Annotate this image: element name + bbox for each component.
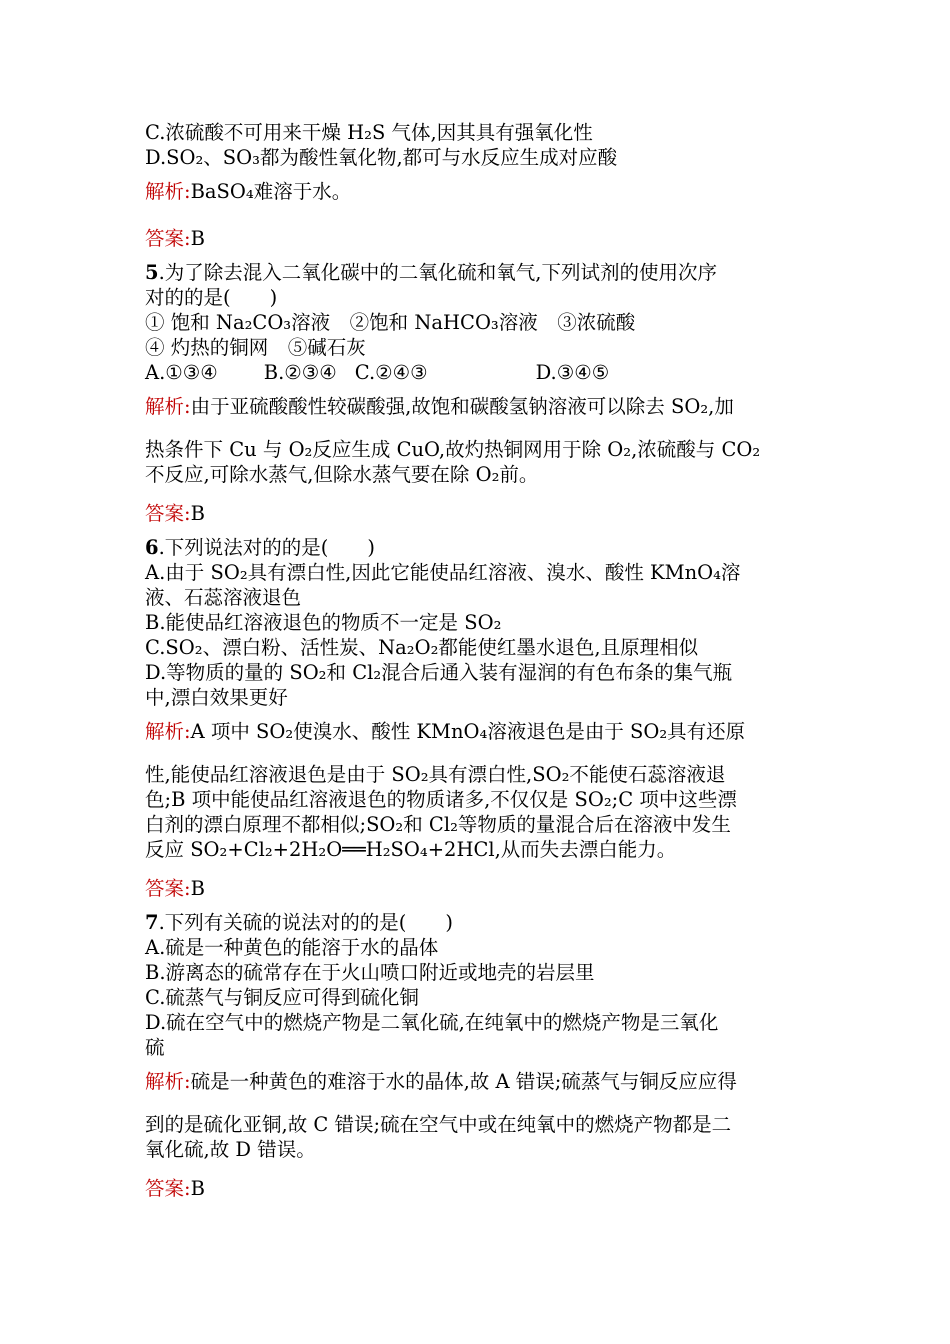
question-stem: .下列说法对的的是( ) <box>158 536 375 559</box>
q4-answer <box>145 226 810 251</box>
q4-option-c: C.浓硫酸不可用来干燥 H₂S 气体,因其具有强氧化性 <box>145 121 593 144</box>
q7-explanation-3: 氧化硫,故 D 错误。 <box>145 1138 316 1161</box>
explanation-text: BaSO₄难溶于水。 <box>190 180 352 203</box>
q5-stem <box>145 260 810 285</box>
q7-explanation-1 <box>145 1069 810 1094</box>
answer-value: B <box>190 877 205 900</box>
q7-option-d-cont: 硫 <box>145 1036 165 1059</box>
q6-option-d: D.等物质的量的 SO₂和 Cl₂混合后通入装有湿润的有色布条的集气瓶 <box>145 661 733 684</box>
answer-label: 答案: <box>145 227 191 250</box>
option-c: C.②④③ <box>354 361 428 384</box>
q6-stem <box>145 535 810 560</box>
option-a: A.①③④ <box>145 361 218 384</box>
q6-option-c: C.SO₂、漂白粉、活性炭、Na₂O₂都能使红墨水退色,且原理相似 <box>145 636 699 659</box>
answer-value: B <box>190 1177 205 1200</box>
q5-answer <box>145 501 810 526</box>
q6-explanation-2: 性,能使品红溶液退色是由于 SO₂具有漂白性,SO₂不能使石蕊溶液退 <box>145 763 726 786</box>
explanation-label: 解析: <box>145 1070 191 1093</box>
q7-option-b: B.游离态的硫常存在于火山喷口附近或地壳的岩层里 <box>145 961 595 984</box>
explanation-label: 解析: <box>145 395 191 418</box>
explanation-text: 由于亚硫酸酸性较碳酸强,故饱和碳酸氢钠溶液可以除去 SO₂,加 <box>190 395 734 418</box>
q5-options <box>145 360 810 385</box>
q5-reagents-1: ① 饱和 Na₂CO₃溶液 ②饱和 NaHCO₃溶液 ③浓硫酸 <box>145 311 636 334</box>
question-number: 5 <box>145 261 159 284</box>
q7-answer <box>145 1176 810 1201</box>
q7-explanation-2: 到的是硫化亚铜,故 C 错误;硫在空气中或在纯氧中的燃烧产物都是二 <box>145 1113 732 1136</box>
q5-explanation-1 <box>145 394 810 419</box>
q5-stem-cont: 对的的是( ) <box>145 286 278 309</box>
option-b: B.②③④ <box>263 361 337 384</box>
q7-stem <box>145 910 810 935</box>
answer-label: 答案: <box>145 1177 191 1200</box>
question-number: 6 <box>145 536 159 559</box>
answer-value: B <box>190 227 205 250</box>
q4-option-d: D.SO₂、SO₃都为酸性氧化物,都可与水反应生成对应酸 <box>145 146 618 169</box>
q6-explanation-5: 反应 SO₂+Cl₂+2H₂O══H₂SO₄+2HCl,从而失去漂白能力。 <box>145 838 677 861</box>
explanation-text: 硫是一种黄色的难溶于水的晶体,故 A 错误;硫蒸气与铜反应应得 <box>190 1070 737 1093</box>
document-page <box>145 120 810 1201</box>
q6-explanation-1 <box>145 719 810 744</box>
answer-label: 答案: <box>145 877 191 900</box>
q6-option-b: B.能使品红溶液退色的物质不一定是 SO₂ <box>145 611 502 634</box>
answer-label: 答案: <box>145 502 191 525</box>
q6-option-d-cont: 中,漂白效果更好 <box>145 686 288 709</box>
q6-option-a-cont: 液、石蕊溶液退色 <box>145 586 302 609</box>
q5-explanation-2: 热条件下 Cu 与 O₂反应生成 CuO,故灼热铜网用于除 O₂,浓硫酸与 CO₂ <box>145 438 761 461</box>
q5-reagents-2: ④ 灼热的铜网 ⑤碱石灰 <box>145 336 366 359</box>
q6-answer <box>145 876 810 901</box>
q7-option-d: D.硫在空气中的燃烧产物是二氧化硫,在纯氧中的燃烧产物是三氧化 <box>145 1011 719 1034</box>
q5-explanation-3: 不反应,可除水蒸气,但除水蒸气要在除 O₂前。 <box>145 463 539 486</box>
q6-explanation-3: 色;B 项中能使品红溶液退色的物质诸多,不仅仅是 SO₂;C 项中这些漂 <box>145 788 737 811</box>
explanation-label: 解析: <box>145 720 191 743</box>
question-stem: .为了除去混入二氧化碳中的二氧化硫和氧气,下列试剂的使用次序 <box>158 261 717 284</box>
q4-explanation <box>145 179 810 204</box>
explanation-label: 解析: <box>145 180 191 203</box>
answer-value: B <box>190 502 205 525</box>
question-number: 7 <box>145 911 159 934</box>
q7-option-c: C.硫蒸气与铜反应可得到硫化铜 <box>145 986 419 1009</box>
explanation-text: A 项中 SO₂使溴水、酸性 KMnO₄溶液退色是由于 SO₂具有还原 <box>190 720 746 743</box>
option-d: D.③④⑤ <box>535 361 610 384</box>
q7-option-a: A.硫是一种黄色的能溶于水的晶体 <box>145 936 439 959</box>
q6-explanation-4: 白剂的漂白原理不都相似;SO₂和 Cl₂等物质的量混合后在溶液中发生 <box>145 813 731 836</box>
q6-option-a: A.由于 SO₂具有漂白性,因此它能使品红溶液、溴水、酸性 KMnO₄溶 <box>145 561 741 584</box>
question-stem: .下列有关硫的说法对的的是( ) <box>158 911 453 934</box>
